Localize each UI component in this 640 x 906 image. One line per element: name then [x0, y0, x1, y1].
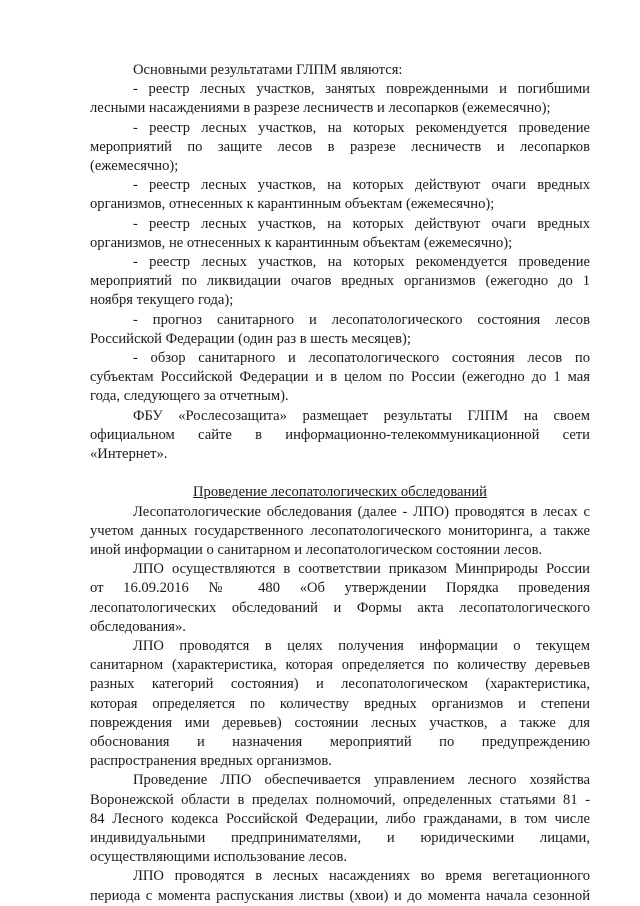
text-line: разных категорий состояния) и лесопатологическом (характеристика,	[90, 676, 590, 693]
text-line	[90, 464, 590, 483]
text-line: обследования».	[90, 618, 186, 635]
text-line: лесопатологических обследований и Формы акта лесопатологического	[90, 599, 590, 616]
text-line: - реестр лесных участков, на которых рекомендуется проведение	[133, 254, 590, 270]
text-line: обоснования и назначения мероприятий по предупреждению	[90, 734, 590, 750]
text-line: распространения вредных организмов.	[90, 753, 332, 770]
text-line: санитарном (характеристика, которая определяется по количеству деревьев	[90, 657, 590, 674]
text-line: года, следующего за отчетным).	[90, 388, 289, 405]
text-line: - реестр лесных участков, на которых действуют очаги вредных	[133, 177, 590, 194]
text-line: ЛПО проводятся в лесных насаждениях во время вегетационного	[133, 868, 590, 885]
text-line: повреждения ими деревьев) состоянии лесных участков, а также для	[90, 714, 590, 731]
text-line: ноября текущего года);	[90, 292, 234, 309]
text-line: Лесопатологические обследования (далее - ЛПО) проводятся в лесах с	[133, 503, 590, 520]
text-line: Проведение ЛПО обеспечивается управлением лесного хозяйства	[133, 772, 590, 789]
text-line: субъектам Российской Федерации и в целом по России (ежегодно до 1 мая	[90, 369, 590, 386]
text-line: лесными насаждениями в разрезе лесничеств и лесопарков (ежемесячно);	[90, 100, 551, 117]
text-line: которая определяется по количеству вредных организмов и степени	[90, 695, 590, 712]
text-line: (ежемесячно);	[90, 158, 179, 174]
text-line: индивидуальными предпринимателями, и юридическими лицами,	[90, 830, 590, 846]
text-line: ФБУ «Рослесозащита» размещает результаты ГЛПМ на своем	[133, 407, 590, 424]
text-line: 84 Лесного кодекса Российской Федерации, либо гражданами, в том числе	[90, 810, 590, 827]
text-line: - реестр лесных участков, на которых рекомендуется проведение	[133, 119, 590, 136]
text-line: - прогноз санитарного и лесопатологического состояния лесов	[133, 311, 590, 328]
text-line: мероприятий по ликвидации очагов вредных организмов (ежегодно до 1	[90, 273, 590, 290]
text-line: Основными результатами ГЛПМ являются:	[133, 62, 403, 78]
text-line: - реестр лесных участков, на которых действуют очаги вредных	[133, 215, 590, 232]
text-line: периода с момента распускания листвы (хвои) и до момента начала сезонной	[90, 887, 590, 904]
text-line: Российской Федерации (один раз в шесть месяцев);	[90, 330, 411, 347]
text-line: от 16.09.2016 № 480 «Об утверждении Порядка проведения	[90, 580, 590, 597]
section-heading: Проведение лесопатологических обследований	[193, 484, 487, 501]
text-line: «Интернет».	[90, 446, 168, 462]
text-line: - реестр лесных участков, занятых поврежденными и погибшими	[133, 81, 590, 98]
text-line: - обзор санитарного и лесопатологического состояния лесов по	[133, 350, 590, 366]
text-line: ЛПО проводятся в целях получения информации о текущем	[133, 638, 590, 654]
text-line: организмов, отнесенных к карантинным объектам (ежемесячно);	[90, 196, 495, 213]
text-line: иной информации о санитарном и лесопатологическом состоянии лесов.	[90, 542, 543, 558]
text-line: Воронежской области в пределах полномочий, определенных статьями 81 -	[90, 791, 590, 808]
text-line: ЛПО осуществляются в соответствии приказом Минприроды России	[133, 561, 590, 578]
text-line: организмов, не отнесенных к карантинным объектам (ежемесячно);	[90, 234, 513, 251]
text-line: официальном сайте в информационно-телекоммуникационной сети	[90, 426, 590, 443]
text-line: мероприятий по защите лесов в разрезе лесничеств и лесопарков	[90, 138, 590, 155]
text-line: учетом данных государственного лесопатологического мониторинга, а также	[90, 522, 590, 539]
text-line: осуществляющими использование лесов.	[90, 849, 347, 866]
